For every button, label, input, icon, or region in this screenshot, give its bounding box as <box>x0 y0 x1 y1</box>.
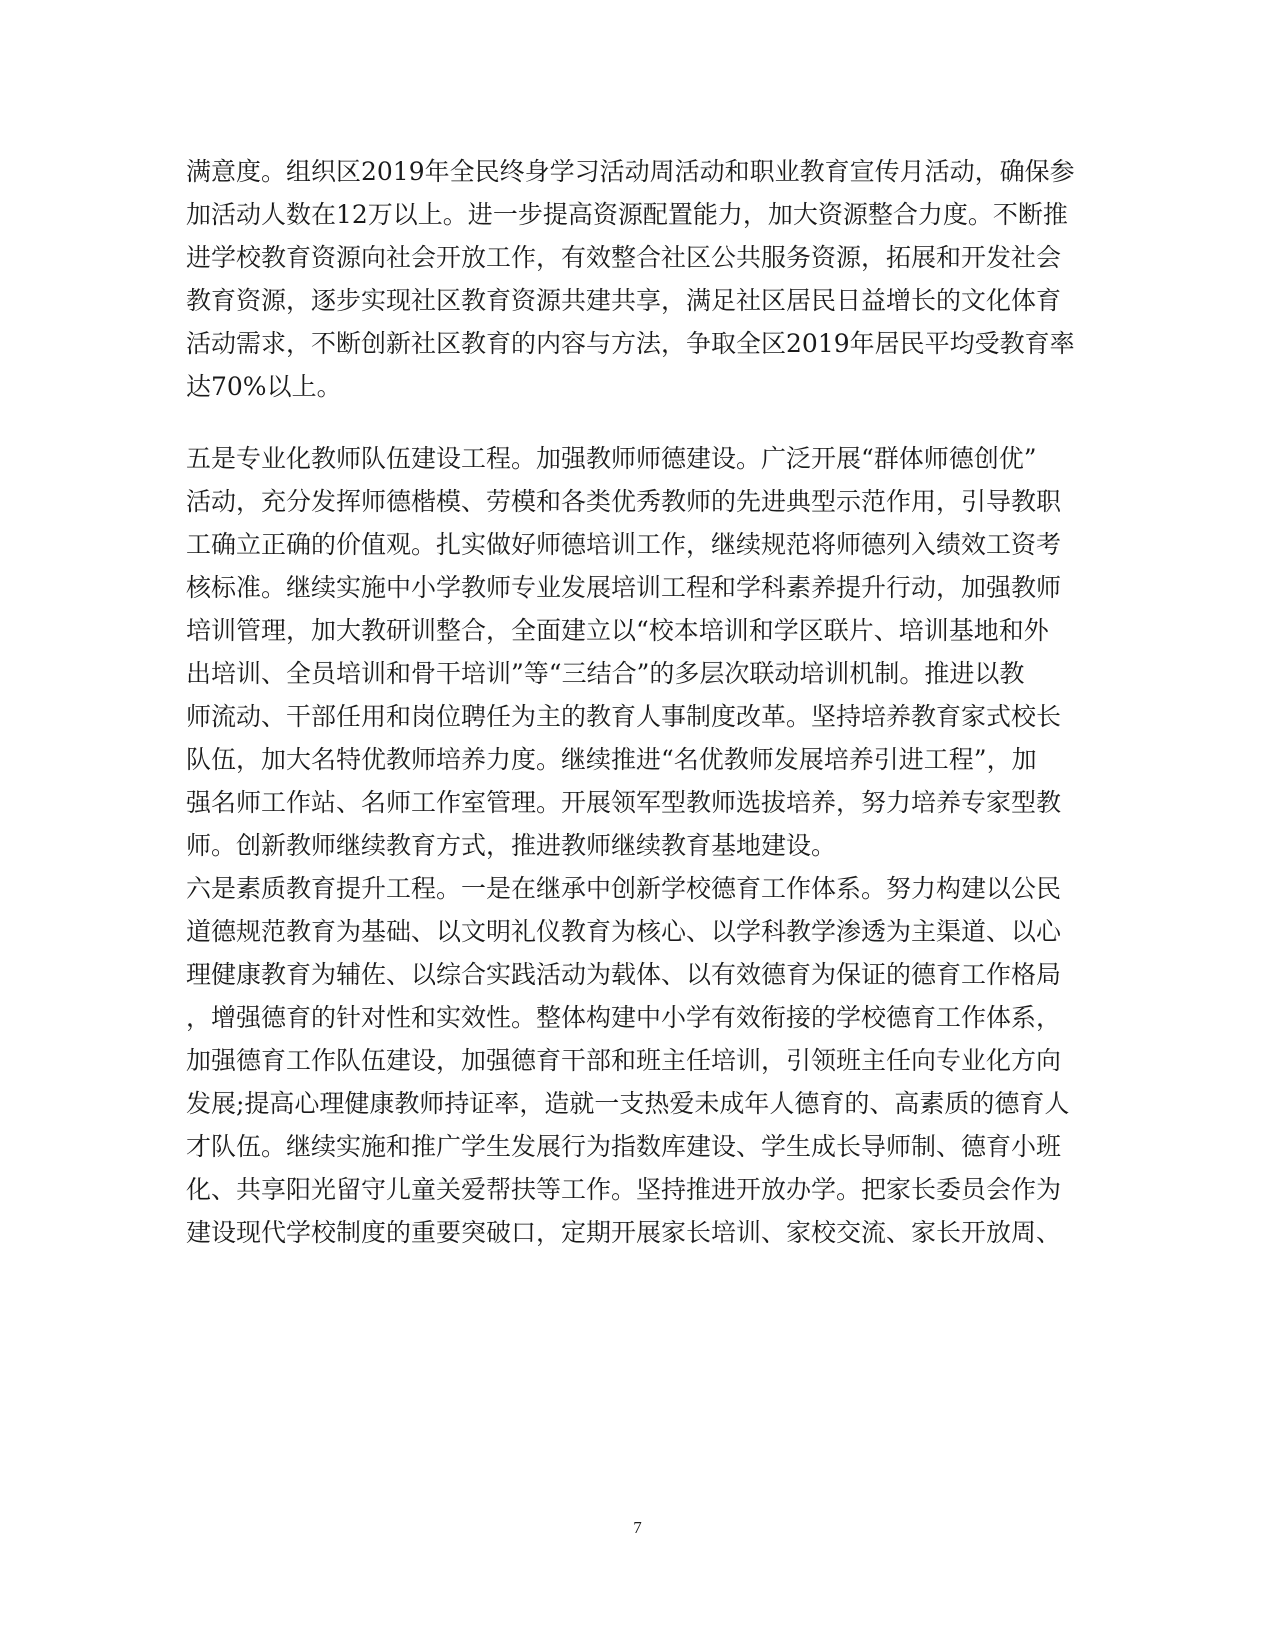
text-line: 满意度。组织区2019年全民终身学习活动周活动和职业教育宣传月活动，确保参 <box>186 157 1075 186</box>
text-line: 才队伍。继续实施和推广学生发展行为指数库建设、学生成长导师制、德育小班 <box>186 1132 1062 1161</box>
text-line: 活动需求，不断创新社区教育的内容与方法，争取全区2019年居民平均受教育率 <box>186 329 1075 358</box>
text-line: 师流动、干部任用和岗位聘任为主的教育人事制度改革。坚持培养教育家式校长 <box>186 702 1062 731</box>
text-line: 教育资源，逐步实现社区教育资源共建共享，满足社区居民日益增长的文化体育 <box>186 286 1062 315</box>
text-line: 进学校教育资源向社会开放工作，有效整合社区公共服务资源，拓展和开发社会 <box>186 243 1062 272</box>
text-line: 发展;提高心理健康教师持证率，造就一支热爱未成年人德育的、高素质的德育人 <box>186 1089 1070 1118</box>
text-line: 道德规范教育为基础、以文明礼仪教育为核心、以学科教学渗透为主渠道、以心 <box>186 917 1062 946</box>
text-line: 建设现代学校制度的重要突破口，定期开展家长培训、家校交流、家长开放周、 <box>186 1218 1062 1247</box>
body-text <box>186 150 1075 1297</box>
page-number: 7 <box>633 1518 642 1537</box>
text-line: 六是素质教育提升工程。一是在继承中创新学校德育工作体系。努力构建以公民 <box>186 874 1062 903</box>
text-line: 队伍，加大名特优教师培养力度。继续推进“名优教师发展培养引进工程”，加 <box>186 745 1037 774</box>
text-line: 核标准。继续实施中小学教师专业发展培训工程和学科素养提升行动，加强教师 <box>186 573 1062 602</box>
text-line: 工确立正确的价值观。扎实做好师德培训工作，继续规范将师德列入绩效工资考 <box>186 530 1062 559</box>
text-line: 达70%以上。 <box>186 372 342 401</box>
text-line: 理健康教育为辅佐、以综合实践活动为载体、以有效德育为保证的德育工作格局 <box>186 960 1062 989</box>
text-line: ，增强德育的针对性和实效性。整体构建中小学有效衔接的学校德育工作体系， <box>186 1003 1062 1032</box>
text-line: 强名师工作站、名师工作室管理。开展领军型教师选拔培养，努力培养专家型教 <box>186 788 1062 817</box>
paragraph-quality-education <box>186 867 1070 1297</box>
paragraph-lifelong-learning <box>186 150 1075 437</box>
text-line: 化、共享阳光留守儿童关爱帮扶等工作。坚持推进开放办学。把家长委员会作为 <box>186 1175 1062 1204</box>
text-line: 加强德育工作队伍建设，加强德育干部和班主任培训，引领班主任向专业化方向 <box>186 1046 1062 1075</box>
text-line: 出培训、全员培训和骨干培训”等“三结合”的多层次联动培训机制。推进以教 <box>186 659 1025 688</box>
text-line: 师。创新教师继续教育方式，推进教师继续教育基地建设。 <box>186 831 837 860</box>
text-line: 培训管理，加大教研训整合，全面建立以“校本培训和学区联片、培训基地和外 <box>186 616 1049 645</box>
text-line: 五是专业化教师队伍建设工程。加强教师师德建设。广泛开展“群体师德创优” <box>186 444 1037 473</box>
paragraph-teacher-team <box>186 437 1062 867</box>
text-line: 加活动人数在12万以上。进一步提高资源配置能力，加大资源整合力度。不断推 <box>186 200 1068 229</box>
text-line: 活动，充分发挥师德楷模、劳模和各类优秀教师的先进典型示范作用，引导教职 <box>186 487 1062 516</box>
